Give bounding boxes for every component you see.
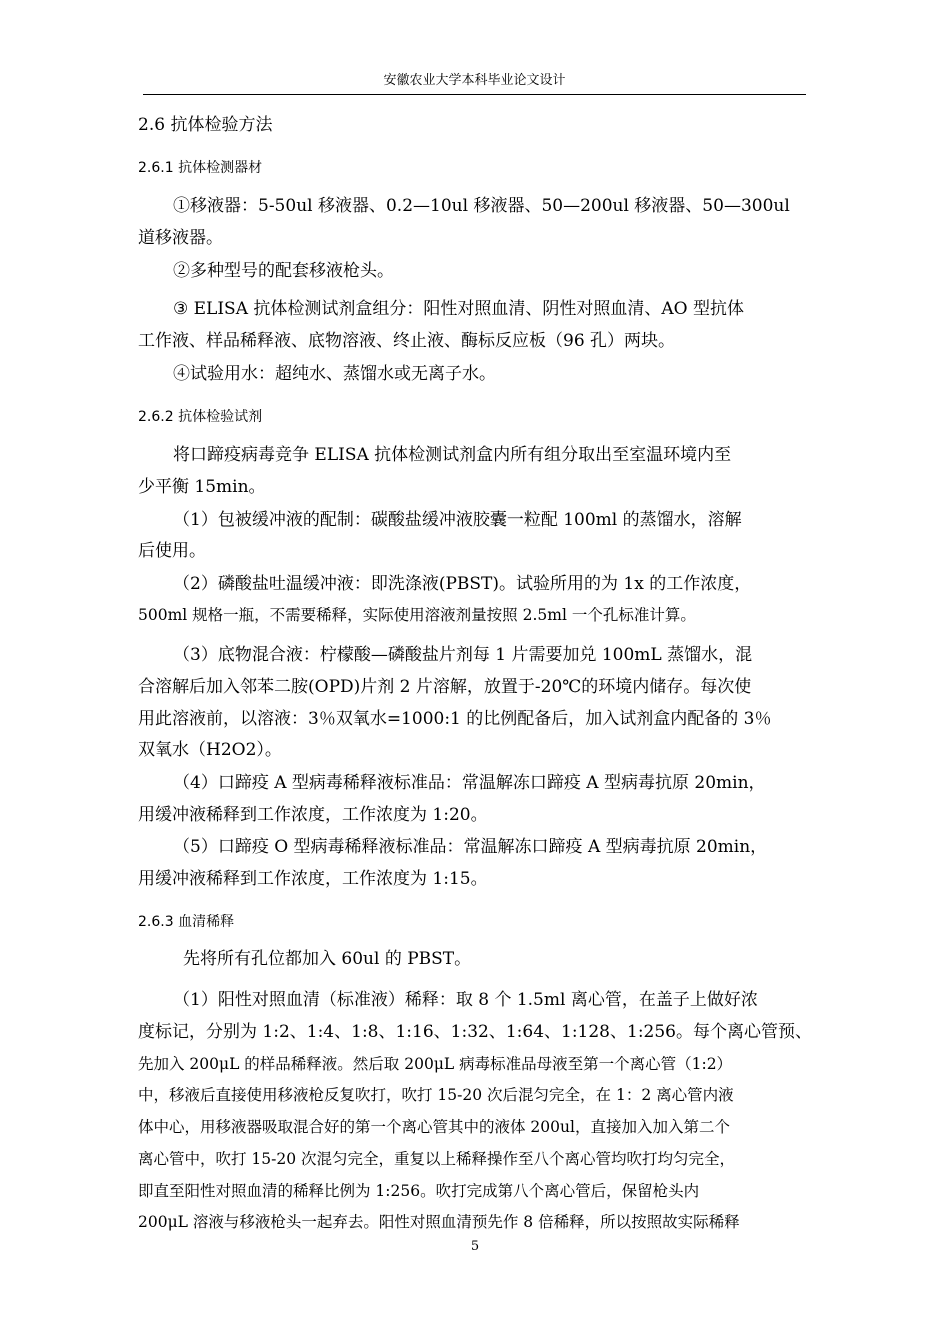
text-line: 先将所有孔位都加入 60ul 的 PBST。 <box>183 949 472 969</box>
text-line: 离心管中，吹打 15-20 次混匀完全，重复以上稀释操作至八个离心管均吹打均匀完全， <box>138 1150 736 1168</box>
text-line: 道移液器。 <box>138 228 223 248</box>
text-line: （1）阳性对照血清（标准液）稀释：取 8 个 1.5ml 离心管，在盖子上做好浓 <box>173 990 758 1010</box>
subsection-heading: 2.6.2 抗体检验试剂 <box>138 409 263 425</box>
text-line: ④试验用水：超纯水、蒸馏水或无离子水。 <box>173 364 496 384</box>
text-line: 合溶解后加入邻苯二胺(OPD)片剂 2 片溶解，放置于-20℃的环境内储存。每次使 <box>138 677 752 697</box>
text-line: 工作液、样品稀释液、底物溶液、终止液、酶标反应板（96 孔）两块。 <box>138 331 676 351</box>
text-line: （3）底物混合液：柠檬酸—磷酸盐片剂每 1 片需要加兑 100mL 蒸馏水，混 <box>173 645 753 665</box>
header-rule <box>143 94 806 95</box>
page-number: 5 <box>470 1239 480 1254</box>
text-line: ②多种型号的配套移液枪头。 <box>173 261 394 281</box>
text-line: 200μL 溶液与移液枪头一起弃去。阳性对照血清预先作 8 倍稀释，所以按照故实际稀释 <box>138 1213 740 1231</box>
text-line: 少平衡 15min。 <box>138 477 266 497</box>
text-line: 将口蹄疫病毒竞争 ELISA 抗体检测试剂盒内所有组分取出至室温环境内至 <box>173 445 732 465</box>
subsection-heading: 2.6.3 血清稀释 <box>138 914 235 930</box>
text-line: （5）口蹄疫 O 型病毒稀释液标准品：常温解冻口蹄疫 A 型病毒抗原 20min， <box>173 837 768 857</box>
text-line: 用此溶液前，以溶液：3％双氧水=1000:1 的比例配备后，加入试剂盒内配备的 3％ <box>138 709 772 729</box>
subsection-heading: 2.6.1 抗体检测器材 <box>138 160 263 176</box>
text-line: 500ml 规格一瓶，不需要稀释，实际使用溶液剂量按照 2.5ml 一个孔标准计算。 <box>138 606 696 624</box>
text-line: （4）口蹄疫 A 型病毒稀释液标准品：常温解冻口蹄疫 A 型病毒抗原 20min， <box>173 773 766 793</box>
text-line: 用缓冲液稀释到工作浓度，工作浓度为 1:20。 <box>138 805 488 825</box>
text-line: ③ ELISA 抗体检测试剂盒组分：阳性对照血清、阴性对照血清、AO 型抗体 <box>173 299 745 319</box>
text-line: 后使用。 <box>138 541 206 561</box>
text-line: 用缓冲液稀释到工作浓度，工作浓度为 1:15。 <box>138 869 488 889</box>
text-line: 体中心，用移液器吸取混合好的第一个离心管其中的液体 200ul，直接加入加入第二个 <box>138 1118 730 1136</box>
page-header: 安徽农业大学本科毕业论文设计 <box>383 73 566 88</box>
text-line: 先加入 200μL 的样品稀释液。然后取 200μL 病毒标准品母液至第一个离心管（1:2） <box>138 1055 733 1073</box>
text-line: ①移液器：5-50ul 移液器、0.2—10ul 移液器、50—200ul 移液器、50—300ul <box>173 196 790 216</box>
text-line: 度标记，分别为 1:2、1:4、1:8、1:16、1:32、1:64、1:128、1:256。每个离心管预、 <box>138 1022 812 1042</box>
text-line: （2）磷酸盐吐温缓冲液：即洗涤液(PBST)。试验所用的为 1x 的工作浓度， <box>173 574 752 594</box>
text-line: 中，移液后直接使用移液枪反复吹打，吹打 15-20 次后混匀完全，在 1：2 离心管内液 <box>138 1086 734 1104</box>
text-line: 双氧水（H2O2）。 <box>138 740 282 760</box>
section-heading: 2.6 抗体检验方法 <box>138 115 273 135</box>
text-line: （1）包被缓冲液的配制：碳酸盐缓冲液胶囊一粒配 100ml 的蒸馏水，溶解 <box>173 510 742 530</box>
text-line: 即直至阳性对照血清的稀释比例为 1:256。吹打完成第八个离心管后，保留枪头内 <box>138 1182 700 1200</box>
